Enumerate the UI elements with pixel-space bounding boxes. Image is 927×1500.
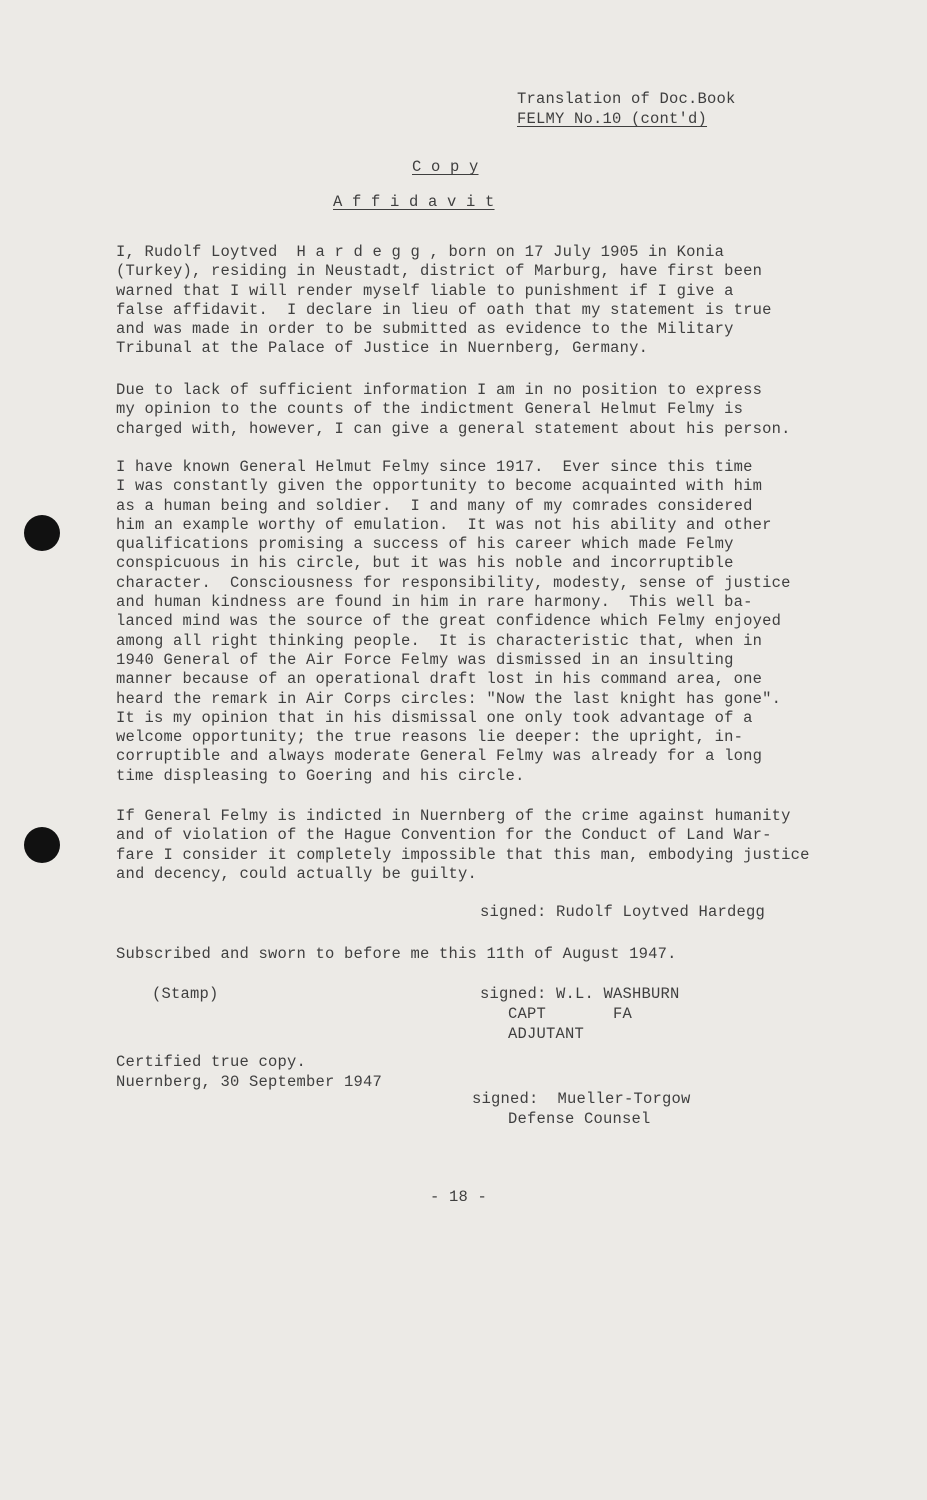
subscribed-line: Subscribed and sworn to before me this 11th of August 1947. [116,945,677,963]
punch-hole [24,515,60,551]
text-line: false affidavit. I declare in lieu of oath that my statement is true [116,300,772,319]
text-line: welcome opportunity; the true reasons lie deeper: the upright, in- [116,728,744,747]
page-number: - 18 - [430,1188,488,1206]
text-line: and human kindness are found in him in rare harmony. This well ba- [116,593,753,612]
signature-hardegg: signed: Rudolf Loytved Hardegg [480,903,766,921]
certified-place-date: Nuernberg, 30 September 1947 [116,1073,383,1091]
signature-washburn: signed: W.L. WASHBURN [480,985,680,1003]
text-line: If General Felmy is indicted in Nuernberg of the crime against humanity [116,807,791,825]
text-line: I, Rudolf Loytved H a r d e g g , born on 17 July 1905 in Konia [116,243,725,261]
text-line: charged with, however, I can give a general statement about his person. [116,419,791,438]
text-line: 1940 General of the Air Force Felmy was dismissed in an insulting [116,650,734,669]
text-line: corruptible and always moderate General Felmy was already for a long [116,747,763,766]
text-line: and of violation of the Hague Convention for the Conduct of Land War- [116,826,772,845]
text-line: warned that I will render myself liable to punishment if I give a [116,281,734,300]
header-doc-ref: FELMY No.10 (cont'd) [517,110,708,128]
certified-copy: Certified true copy. [116,1053,307,1071]
text-line: conspicuous in his circle, but it was his noble and incorruptible [116,554,734,573]
text-line: my opinion to the counts of the indictment General Helmut Felmy is [116,400,744,419]
counsel-title: Defense Counsel [508,1110,651,1128]
paragraph-declaration [116,243,856,359]
text-line: I have known General Helmut Felmy since 1917. Ever since this time [116,458,753,476]
washburn-rank: CAPT [508,1005,547,1023]
stamp-label: (Stamp) [152,985,219,1003]
paragraph-information [116,381,856,439]
paragraph-indictment [116,807,856,884]
text-line: Due to lack of sufficient information I am in no position to express [116,381,763,399]
text-line: qualifications promising a success of his career which made Felmy [116,535,734,554]
text-line: among all right thinking people. It is characteristic that, when in [116,631,763,650]
title-affidavit: A f f i d a v i t [333,193,495,211]
text-line: (Turkey), residing in Neustadt, district of Marburg, have first been [116,262,763,281]
text-line: It is my opinion that in his dismissal one only took advantage of a [116,708,753,727]
text-line: character. Consciousness for responsibility, modesty, sense of justice [116,573,791,592]
text-line: and was made in order to be submitted as evidence to the Military [116,320,734,339]
text-line: heard the remark in Air Corps circles: "Now the last knight has gone". [116,689,782,708]
text-line: him an example worthy of emulation. It was not his ability and other [116,515,772,534]
title-copy: C o p y [412,158,479,176]
text-line: as a human being and soldier. I and many of my comrades considered [116,496,753,515]
text-line: manner because of an operational draft lost in his command area, one [116,670,763,689]
text-line: and decency, could actually be guilty. [116,864,478,883]
text-line: Tribunal at the Palace of Justice in Nuernberg, Germany. [116,339,649,358]
text-line: time displeasing to Goering and his circle. [116,766,525,785]
text-line: I was constantly given the opportunity to become acquainted with him [116,477,763,496]
signature-counsel: signed: Mueller-Torgow [472,1090,691,1108]
paragraph-character [116,458,856,786]
text-line: fare I consider it completely impossible that this man, embodying justice [116,845,810,864]
washburn-branch: FA [613,1005,633,1023]
text-line: lanced mind was the source of the great confidence which Felmy enjoyed [116,612,782,631]
washburn-title: ADJUTANT [508,1025,585,1043]
header-translation: Translation of Doc.Book [517,90,736,108]
punch-hole [24,827,60,863]
